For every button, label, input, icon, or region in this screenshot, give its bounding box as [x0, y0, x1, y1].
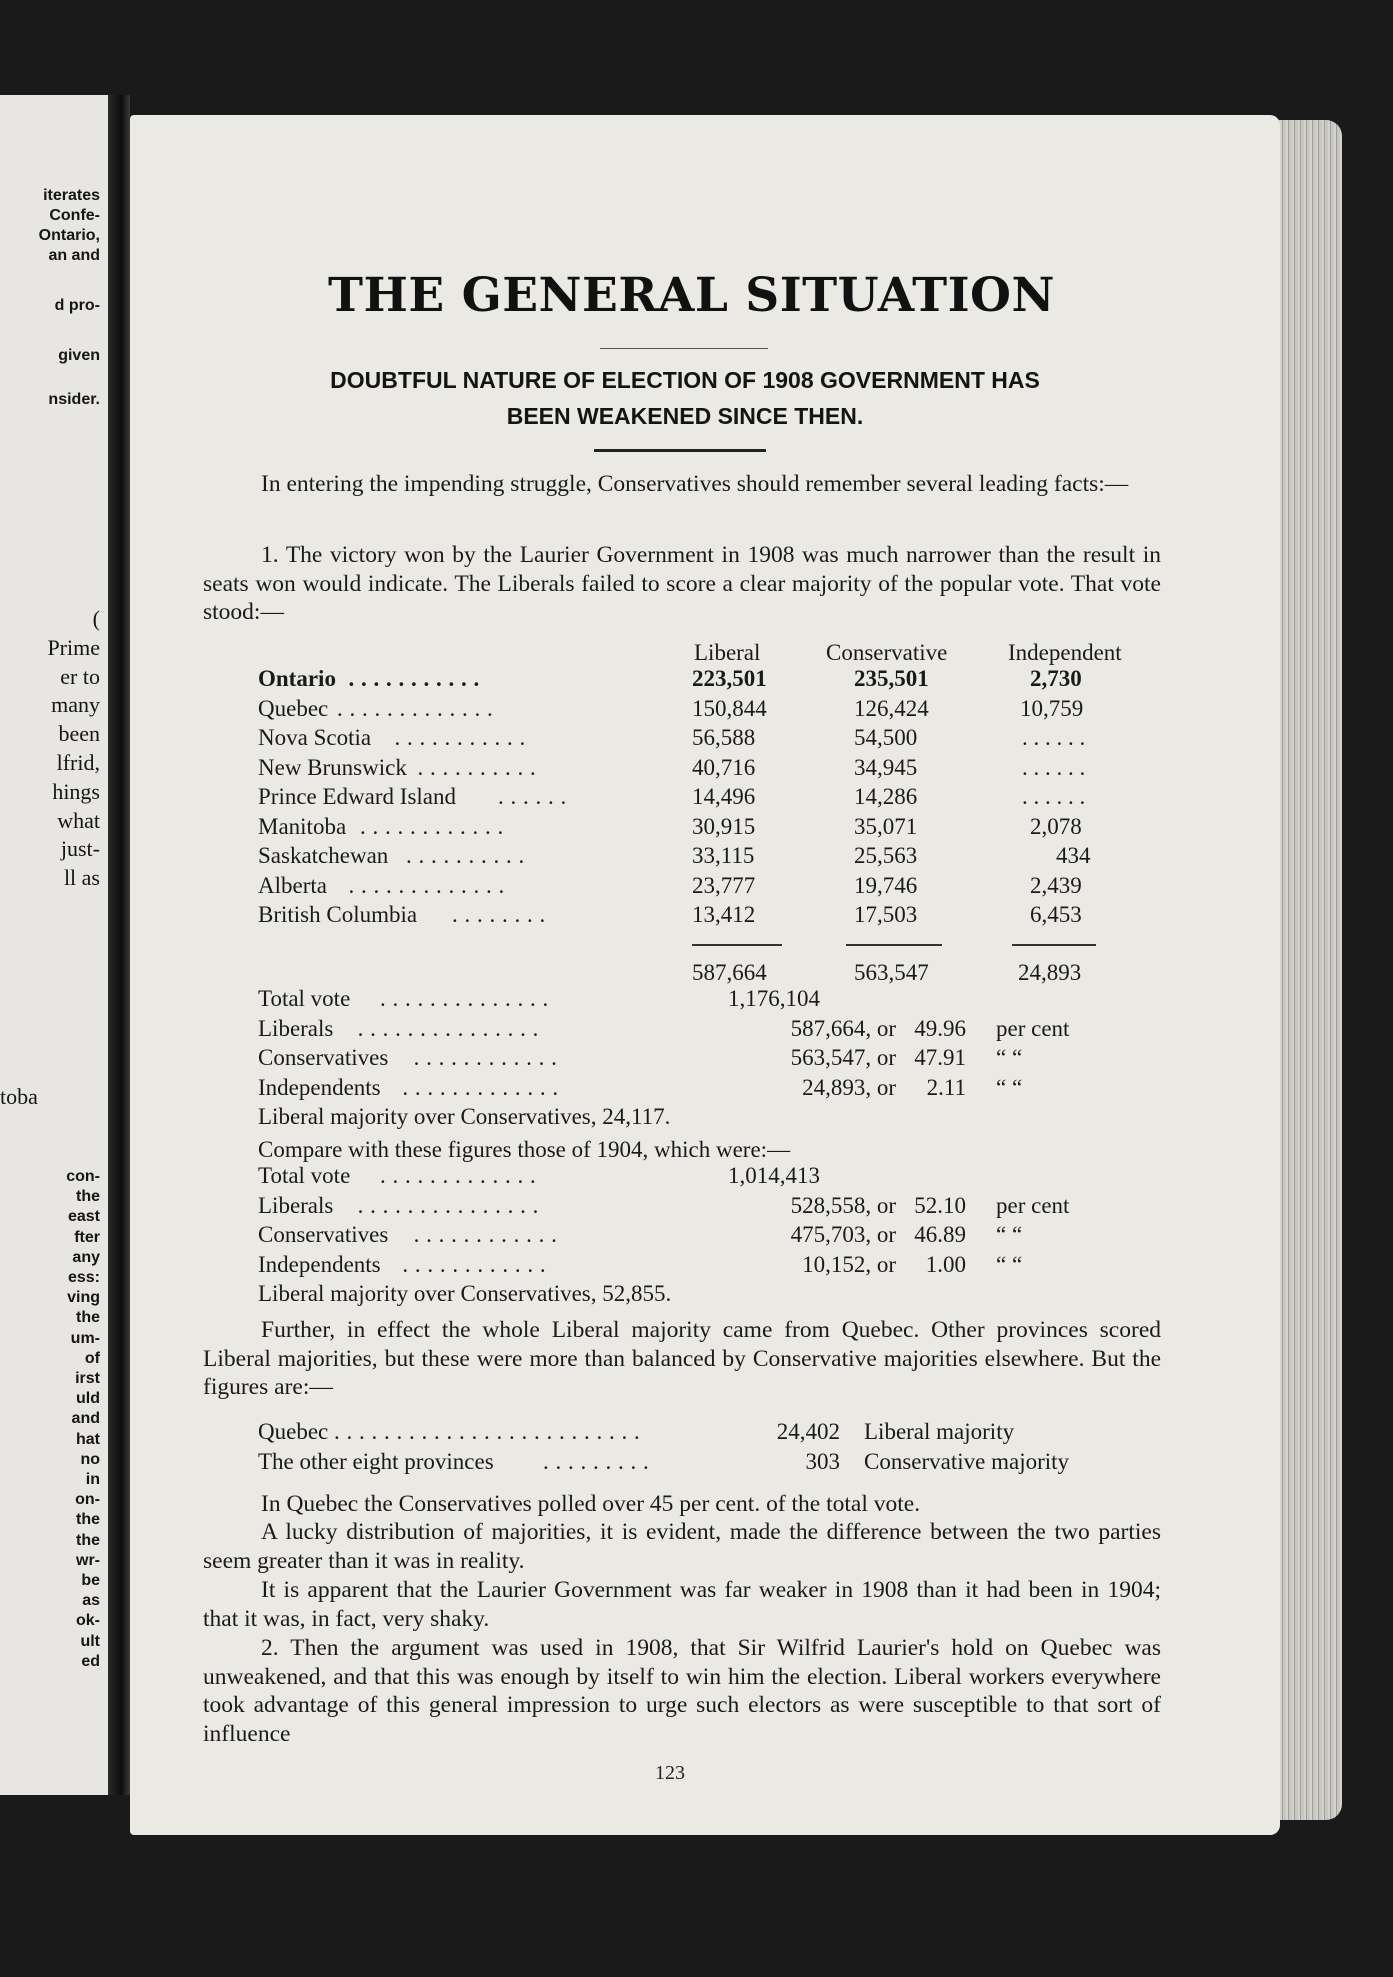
title-rule	[600, 348, 768, 349]
comparison-value: 24,402	[776, 1419, 840, 1444]
left-page-fragment-text: ess:	[67, 1269, 100, 1286]
left-page-fragment	[0, 95, 108, 1795]
conservative-votes: 17,503	[854, 902, 918, 927]
quebec-comparison-row	[0, 1449, 1393, 1478]
paragraph-quebec: In Quebec the Conservatives polled over 45 per cent. of the total vote.	[261, 1491, 921, 1517]
left-page-fragment-text: ok-	[76, 1612, 100, 1630]
table-row	[0, 843, 1393, 872]
province-name: Saskatchewan	[258, 843, 389, 868]
comparison-value: 303	[805, 1449, 840, 1474]
left-page-fragment-text: er to	[60, 663, 100, 689]
liberal-votes: 150,844	[692, 695, 767, 721]
conservative-votes: 54,500	[854, 725, 918, 750]
left-page-fragment-text: the	[76, 1188, 100, 1206]
summary-label: Liberals	[258, 1192, 334, 1218]
summary-unit: per cent	[996, 1015, 1070, 1041]
paragraph-2: 2. Then the argument was used in 1908, that Sir Wilfrid Laurier's hold on Quebec was unweakened, and that this was enough by itself to win him the election. Liberal workers everywhere took advantage of this general impression to urge such electors as were susceptible to that sort of influence	[203, 1635, 1161, 1747]
left-page-fragment-text: many	[51, 692, 100, 718]
leader-dots: . . . . . . . . . .	[417, 754, 537, 780]
summary-unit: “ “	[996, 1074, 1023, 1100]
left-page-fragment-text: hat	[76, 1430, 100, 1448]
leader-dots: . . . . . . . . . . . . .	[348, 872, 505, 898]
table-row	[0, 755, 1393, 784]
left-page-fragment-text: ll as	[63, 865, 100, 891]
left-page-fragment-text: wr-	[76, 1551, 100, 1569]
summary-unit: “ “	[996, 1222, 1023, 1247]
left-page-fragment-toba: toba	[0, 1084, 38, 1109]
left-page-fragment-text: and	[71, 1410, 100, 1428]
table-header	[0, 640, 1393, 669]
liberal-votes: 13,412	[692, 902, 756, 927]
left-page-fragment-text: lfrid,	[56, 750, 100, 775]
leader-dots: . . . . . . . . . . . . . . .	[357, 1015, 539, 1041]
majority-1904: Liberal majority over Conservatives, 52,855.	[258, 1281, 672, 1306]
summary-value: 475,703, or	[790, 1222, 896, 1247]
summary-unit: “ “	[996, 1251, 1023, 1277]
left-page-fragment-text: given	[58, 347, 100, 364]
independent-votes: 2,439	[1030, 872, 1082, 898]
table-row	[0, 902, 1393, 931]
summary-value: 1,014,413	[728, 1163, 820, 1188]
left-page-fragment-text: d pro-	[54, 297, 100, 314]
summary-percent: 47.91	[914, 1045, 966, 1070]
leader-dots: . . . . . .	[498, 784, 567, 809]
independent-votes: . . . . . .	[1022, 754, 1086, 780]
left-page-fragment-text: um-	[70, 1329, 100, 1347]
leader-dots: . . . . . . . . . . . . . . .	[357, 1192, 539, 1218]
liberal-votes: 23,777	[692, 872, 756, 898]
summary-percent: 2.11	[926, 1074, 966, 1100]
left-page-fragment-text: in	[85, 1471, 100, 1488]
summary-percent: 1.00	[925, 1251, 966, 1277]
summary-unit: per cent	[996, 1192, 1070, 1218]
summary-row	[0, 1163, 1393, 1192]
left-page-fragment-text: been	[58, 721, 100, 747]
left-page-fragment-text: Prime	[47, 634, 100, 660]
total-rule-conservative	[846, 944, 942, 946]
left-page-fragment-text: ving	[67, 1289, 100, 1307]
leader-dots: . . . . . . . . . . . .	[402, 1251, 547, 1277]
book-binding	[108, 95, 130, 1795]
conservative-votes: 126,424	[854, 695, 929, 721]
subtitle-line-2: BEEN WEAKENED SINCE THEN.	[506, 403, 864, 429]
summary-percent: 46.89	[914, 1222, 966, 1247]
liberal-votes: 14,496	[692, 784, 756, 809]
left-page-fragment-text: ult	[80, 1632, 100, 1650]
paragraph-further: Further, in effect the whole Liberal majority came from Quebec. Other provinces scored Liberal majorities, but these were more than balanced by Conservative majorities elsewhere. But the figures are:—	[203, 1317, 1161, 1400]
summary-label: Independents	[258, 1251, 381, 1277]
comparison-note: Conservative majority	[864, 1449, 1070, 1474]
comparison-label: Quebec	[258, 1419, 329, 1444]
left-page-fragment-text: ed	[81, 1652, 100, 1670]
left-page-fragment-text: (	[92, 606, 100, 631]
summary-row	[0, 1252, 1393, 1281]
left-page-fragment-text: uld	[76, 1390, 100, 1408]
summary-value: 10,152, or	[802, 1251, 896, 1277]
liberal-votes: 56,588	[692, 725, 756, 750]
leader-dots: . . . . . . . . .	[543, 1449, 650, 1474]
left-page-fragment-text: iterates	[43, 187, 100, 204]
conservative-votes: 34,945	[854, 754, 918, 780]
total-rule-liberal	[692, 944, 782, 946]
left-page-fragment-text: nsider.	[48, 391, 100, 408]
leader-dots: . . . . . . . . . . . .	[360, 813, 504, 839]
compare-line: Compare with these figures those of 1904, which were:—	[258, 1137, 791, 1162]
leader-dots: . . . . . . . . . . . .	[413, 1045, 558, 1070]
province-name: Alberta	[258, 872, 327, 898]
left-page-fragment-text: the	[76, 1309, 100, 1327]
left-page-fragment-text: con-	[66, 1168, 100, 1185]
independent-votes: 6,453	[1030, 902, 1082, 927]
quebec-comparison-row	[0, 1419, 1393, 1448]
majority-1908: Liberal majority over Conservatives, 24,117.	[258, 1104, 671, 1129]
left-page-fragment-text: of	[84, 1349, 100, 1367]
paragraph-apparent: It is apparent that the Laurier Government was far weaker in 1908 than it had been in 1904; that it was, in fact, very shaky.	[203, 1577, 1161, 1632]
subtitle-rule	[594, 449, 766, 452]
left-page-fragment-text: Ontario,	[38, 227, 100, 244]
summary-label: Total vote	[258, 1163, 351, 1188]
left-page-fragment-text: irst	[75, 1370, 100, 1387]
left-page-fragment-text: fter	[74, 1228, 100, 1246]
paragraph-lucky: A lucky distribution of majorities, it is evident, made the difference between the two parties seem greater than it was in reality.	[203, 1519, 1161, 1574]
province-name: Nova Scotia	[258, 725, 372, 750]
conservative-votes: 14,286	[854, 784, 918, 809]
summary-value: 24,893, or	[802, 1074, 896, 1100]
liberal-votes: 33,115	[692, 843, 755, 868]
independent-votes: 434	[1056, 843, 1091, 868]
left-page-fragment-text: just-	[60, 836, 100, 862]
leader-dots: . . . . . . . . . . . . . .	[380, 986, 549, 1011]
totals-row	[0, 960, 1393, 989]
summary-row	[0, 986, 1393, 1015]
summary-percent: 49.96	[914, 1015, 966, 1041]
liberal-votes: 223,501	[692, 666, 767, 691]
summary-unit: “ “	[996, 1045, 1023, 1070]
independent-votes: . . . . . .	[1022, 784, 1086, 809]
header-liberal: Liberal	[694, 640, 761, 665]
summary-label: Conservatives	[258, 1045, 389, 1070]
province-name: Manitoba	[258, 813, 347, 839]
summary-value: 528,558, or	[790, 1192, 896, 1218]
left-page-fragment-text: no	[80, 1450, 100, 1468]
province-name: British Columbia	[258, 902, 418, 927]
table-row	[0, 784, 1393, 813]
left-page-fragment-text: east	[67, 1208, 100, 1226]
conservative-votes: 25,563	[854, 843, 918, 868]
total-independent: 24,893	[1018, 960, 1082, 985]
header-conservative: Conservative	[826, 640, 948, 665]
table-row	[0, 666, 1393, 695]
summary-value: 587,664, or	[790, 1015, 896, 1041]
summary-label: Liberals	[258, 1015, 334, 1041]
left-page-fragment-text: be	[81, 1572, 100, 1589]
leader-dots: . . . . . . . . . . .	[348, 666, 480, 691]
left-page-fragment-text: Confe-	[49, 207, 100, 224]
leader-dots: . . . . . . . .	[452, 902, 546, 927]
summary-row	[0, 1222, 1393, 1251]
subtitle-line-1: DOUBTFUL NATURE OF ELECTION OF 1908 GOVERNMENT HAS	[330, 367, 1040, 393]
page-title: THE GENERAL SITUATION	[328, 268, 1055, 323]
leader-dots: . . . . . . . . . . . . .	[337, 695, 494, 721]
leader-dots: . . . . . . . . . .	[406, 843, 525, 868]
leader-dots: . . . . . . . . . . . .	[413, 1222, 558, 1247]
province-name: Quebec	[258, 695, 329, 721]
comparison-note: Liberal majority	[864, 1419, 1015, 1444]
table-row	[0, 725, 1393, 754]
summary-value: 1,176,104	[728, 986, 820, 1011]
independent-votes: . . . . . .	[1022, 725, 1086, 750]
conservative-votes: 35,071	[854, 813, 918, 839]
left-page-fragment-text: an and	[48, 247, 100, 264]
total-rule-independent	[1012, 944, 1096, 946]
comparison-label: The other eight provinces	[258, 1449, 494, 1474]
independent-votes: 2,730	[1030, 666, 1082, 691]
table-row	[0, 696, 1393, 725]
total-liberal: 587,664	[692, 960, 767, 985]
province-name: Prince Edward Island	[258, 784, 456, 809]
conservative-votes: 19,746	[854, 872, 918, 898]
table-row	[0, 873, 1393, 902]
summary-percent: 52.10	[914, 1192, 966, 1218]
intro-paragraph: In entering the impending struggle, Conservatives should remember several leading facts:—	[261, 471, 1129, 497]
summary-label: Total vote	[258, 986, 351, 1011]
left-page-fragment-text: hings	[52, 778, 100, 804]
paragraph-1: 1. The victory won by the Laurier Government in 1908 was much narrower than the result in seats won would indicate. The Liberals failed to score a clear majority of the popular vote. That vote stood:—	[203, 542, 1161, 625]
left-page-fragment-text: the	[76, 1531, 100, 1549]
leader-dots: . . . . . . . . . . . . .	[402, 1074, 559, 1100]
province-name: Ontario	[258, 666, 336, 691]
summary-label: Independents	[258, 1074, 381, 1100]
page-number: 123	[655, 1762, 685, 1784]
table-row	[0, 814, 1393, 843]
summary-value: 563,547, or	[790, 1045, 896, 1070]
left-page-fragment-text: the	[76, 1511, 100, 1529]
independent-votes: 2,078	[1030, 813, 1082, 839]
liberal-votes: 40,716	[692, 754, 756, 780]
left-page-fragment-text: what	[57, 807, 100, 833]
leader-dots: . . . . . . . . . . . . . . . . . . . . . . . . .	[334, 1419, 641, 1444]
summary-row	[0, 1045, 1393, 1074]
conservative-votes: 235,501	[854, 666, 929, 691]
left-page-fragment-text: any	[72, 1248, 100, 1266]
independent-votes: 10,759	[1020, 695, 1084, 721]
leader-dots: . . . . . . . . . . .	[394, 725, 526, 750]
left-page-fragment-text: on-	[75, 1491, 100, 1509]
province-name: New Brunswick	[258, 754, 407, 780]
summary-row	[0, 1193, 1393, 1222]
summary-label: Conservatives	[258, 1222, 389, 1247]
summary-row	[0, 1016, 1393, 1045]
liberal-votes: 30,915	[692, 813, 756, 839]
total-conservative: 563,547	[854, 960, 929, 985]
header-independent: Independent	[1008, 640, 1122, 665]
leader-dots: . . . . . . . . . . . . .	[380, 1163, 537, 1188]
subtitle	[196, 362, 1174, 434]
summary-row	[0, 1075, 1393, 1104]
left-page-fragment-text: as	[82, 1592, 100, 1610]
